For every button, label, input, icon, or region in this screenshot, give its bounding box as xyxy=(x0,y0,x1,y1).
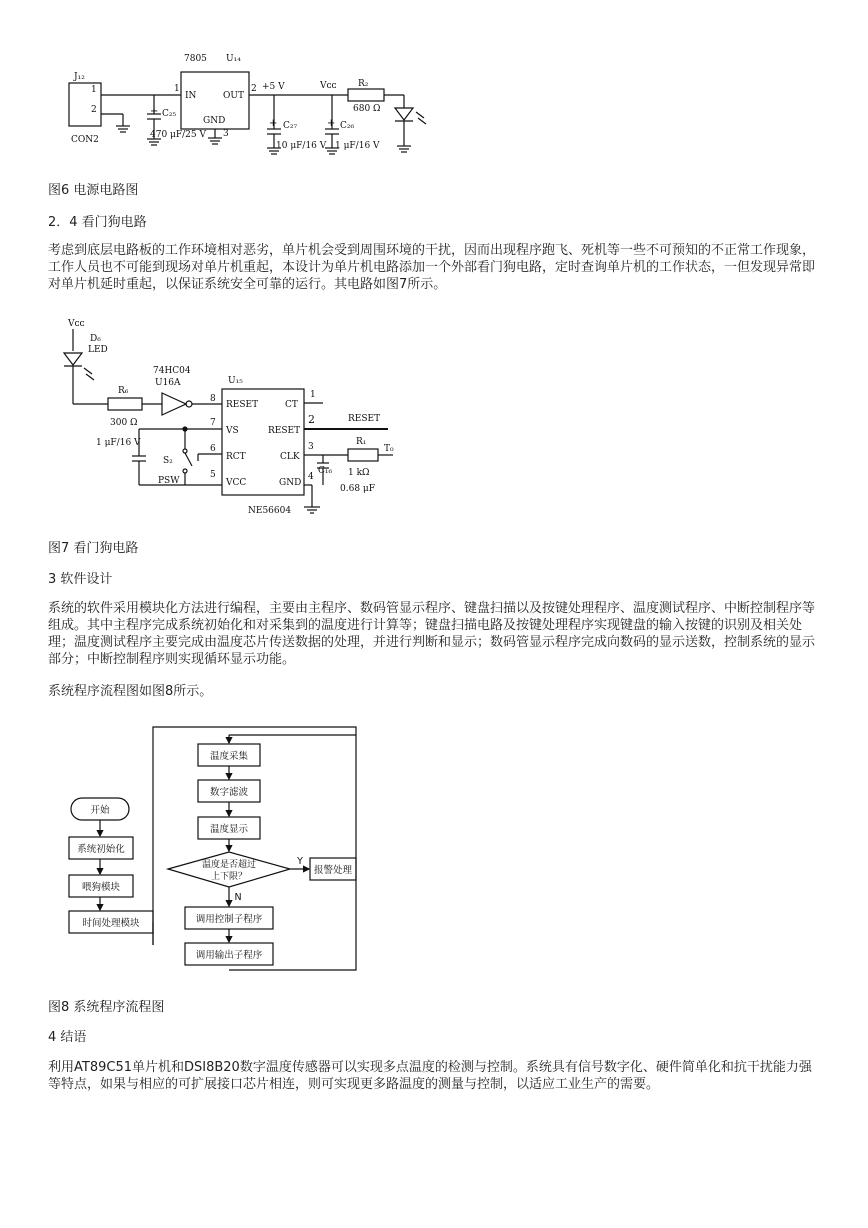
reset-output-label: RESET xyxy=(348,414,381,424)
resistor-value: 680 Ω xyxy=(353,104,381,114)
vcc-pin-label: VCC xyxy=(226,478,247,488)
init-node-label: 系统初始化 xyxy=(77,844,125,855)
switch-type-label: PSW xyxy=(158,476,180,486)
clk-pin-label: CLK xyxy=(280,452,300,462)
alarm-node-label: 报警处理 xyxy=(313,865,353,876)
led-label: LED xyxy=(88,345,108,355)
filter-node-label: 数字滤波 xyxy=(209,787,249,798)
connector-label: J₁₂ xyxy=(74,72,85,82)
section-3-paragraph-2: 系统程序流程图如图8所示。 xyxy=(48,684,213,699)
section-2-4-heading: 2．4 看门狗电路 xyxy=(48,215,147,230)
pin-label: 8 xyxy=(210,394,216,404)
regulator-ref-label: U₁₄ xyxy=(226,54,241,64)
start-node-label: 开始 xyxy=(90,805,110,816)
power-circuit-figure xyxy=(48,46,473,172)
gnd-pin-label: GND xyxy=(279,478,302,488)
capacitor-value: 0.68 μF xyxy=(340,484,375,494)
capacitor-label: C₂₇ xyxy=(283,121,298,131)
t0-label: T₀ xyxy=(384,444,394,454)
svg-text:+: + xyxy=(150,106,159,117)
decision-label-line2: 上下限？ xyxy=(210,872,248,882)
resistor-label: R₁ xyxy=(356,437,367,447)
capacitor-value: 470 μF/25 V xyxy=(150,130,206,140)
capacitor-value: 10 μF/16 V xyxy=(276,141,327,151)
regulator-part-label: 7805 xyxy=(184,54,207,64)
vcc-label: Vᴄᴄ xyxy=(320,81,337,91)
resistor-value: 1 kΩ xyxy=(348,468,370,478)
decision-label-line1: 温度是否超过 xyxy=(201,860,257,870)
pin-label: 4 xyxy=(308,472,314,482)
reset-pin-label: RESET xyxy=(268,426,301,436)
ic-ref-label: U₁₅ xyxy=(228,376,243,386)
section-2-4-paragraph: 考虑到底层电路板的工作环境相对恶劣，单片机会受到周围环境的干扰，因而出现程序跑飞、死机等一些不可预知的不正常工作现象，工作人员也不可能到现场对单片机重起，本设计为单片机电路添加一个外部看门狗电路，定时查询单片机的工作状态，一但发现异常即对单片机延时重起，以保证系统安全可靠的运行。其电路如图7所示。 xyxy=(48,243,816,292)
pin-label: 7 xyxy=(210,418,216,428)
svg-text:+: + xyxy=(327,118,336,129)
control-node-label: 调用控制子程序 xyxy=(195,914,263,925)
time-node-label: 时间处理模块 xyxy=(82,918,140,929)
capacitor-value: 1 μF/16 V xyxy=(96,438,141,448)
no-label: N xyxy=(234,892,242,903)
section-4-paragraph: 利用AT89C51单片机和DSI8B20数字温度传感器可以实现多点温度的检测与控制。系统具有信号数字化、硬件简单化和抗干扰能力强等特点，如果与相应的可扩展接口芯片相连，则可实现更多路温度的测量与控制，以适应工业生产的需要。 xyxy=(48,1060,812,1092)
watchdog-circuit-figure xyxy=(48,313,413,525)
pin-label: 1 xyxy=(310,390,316,400)
display-node-label: 温度显示 xyxy=(209,824,249,835)
section-4-heading: 4 结语 xyxy=(48,1030,87,1045)
pin-label: 2 xyxy=(91,105,97,115)
pin-label: 2 xyxy=(308,413,315,426)
rct-pin-label: RCT xyxy=(226,452,246,462)
inverter-part-label: 74HC04 xyxy=(153,366,191,376)
diode-label: D₆ xyxy=(90,334,101,344)
ct-pin-label: CT xyxy=(285,400,298,410)
in-pin-label: IN xyxy=(185,91,197,101)
pin-label: 3 xyxy=(223,129,229,139)
capacitor-label: C₂₆ xyxy=(340,121,355,131)
switch-label: S₂ xyxy=(163,456,173,466)
pin-label: 1 xyxy=(91,85,97,95)
gnd-pin-label: GND xyxy=(203,116,226,126)
flowchart-figure xyxy=(48,715,418,985)
output-node-label: 调用输出子程序 xyxy=(195,950,263,961)
pin-label: 2 xyxy=(251,84,257,94)
connector-type-label: CON2 xyxy=(71,135,99,145)
pin-label: 6 xyxy=(210,444,216,454)
pin-label: 3 xyxy=(308,442,314,452)
vcc-label: Vᴄᴄ xyxy=(68,319,85,329)
inverter-ref-label: U16A xyxy=(155,378,181,388)
section-3-heading: 3 软件设计 xyxy=(48,572,113,587)
pin-label: 5 xyxy=(210,470,216,480)
vs-pin-label: VS xyxy=(226,426,239,436)
capacitor-label: C₁₆ xyxy=(318,466,333,476)
figure-6-caption: 图6 电源电路图 xyxy=(48,183,139,198)
svg-text:+: + xyxy=(269,118,278,129)
watchdog-node-label: 喂狗模块 xyxy=(81,882,121,893)
reset-pin-label: RESET xyxy=(226,400,259,410)
voltage-label: +5 V xyxy=(262,82,285,92)
capacitor-value: 1 μF/16 V xyxy=(335,141,380,151)
resistor-label: R₆ xyxy=(118,386,129,396)
out-pin-label: OUT xyxy=(223,91,244,101)
section-3-paragraph: 系统的软件采用模块化方法进行编程，主要由主程序、数码管显示程序、键盘扫描以及按键处理程序、温度测试程序、中断控制程序等组成。其中主程序完成系统初始化和对采集到的温度进行计算等；键盘扫描电路及按键处理程序实现键盘的输入按键的识别及相关处理；温度测试程序主要完成由温度芯片传送数据的处理，并进行判断和显示；数码管显示程序完成向数码的显示送数，控制系统的显示部分；中断控制程序则实现循环显示功能。 xyxy=(48,601,816,667)
yes-label: Y xyxy=(297,856,303,867)
resistor-label: R₂ xyxy=(358,79,369,89)
capacitor-label: C₂₅ xyxy=(162,109,177,119)
resistor-value: 300 Ω xyxy=(110,418,138,428)
figure-8-caption: 图8 系统程序流程图 xyxy=(48,1000,165,1015)
figure-7-caption: 图7 看门狗电路 xyxy=(48,541,139,556)
ic-part-label: NE56604 xyxy=(248,506,292,516)
collect-node-label: 温度采集 xyxy=(209,751,249,762)
pin-label: 1 xyxy=(174,84,180,94)
